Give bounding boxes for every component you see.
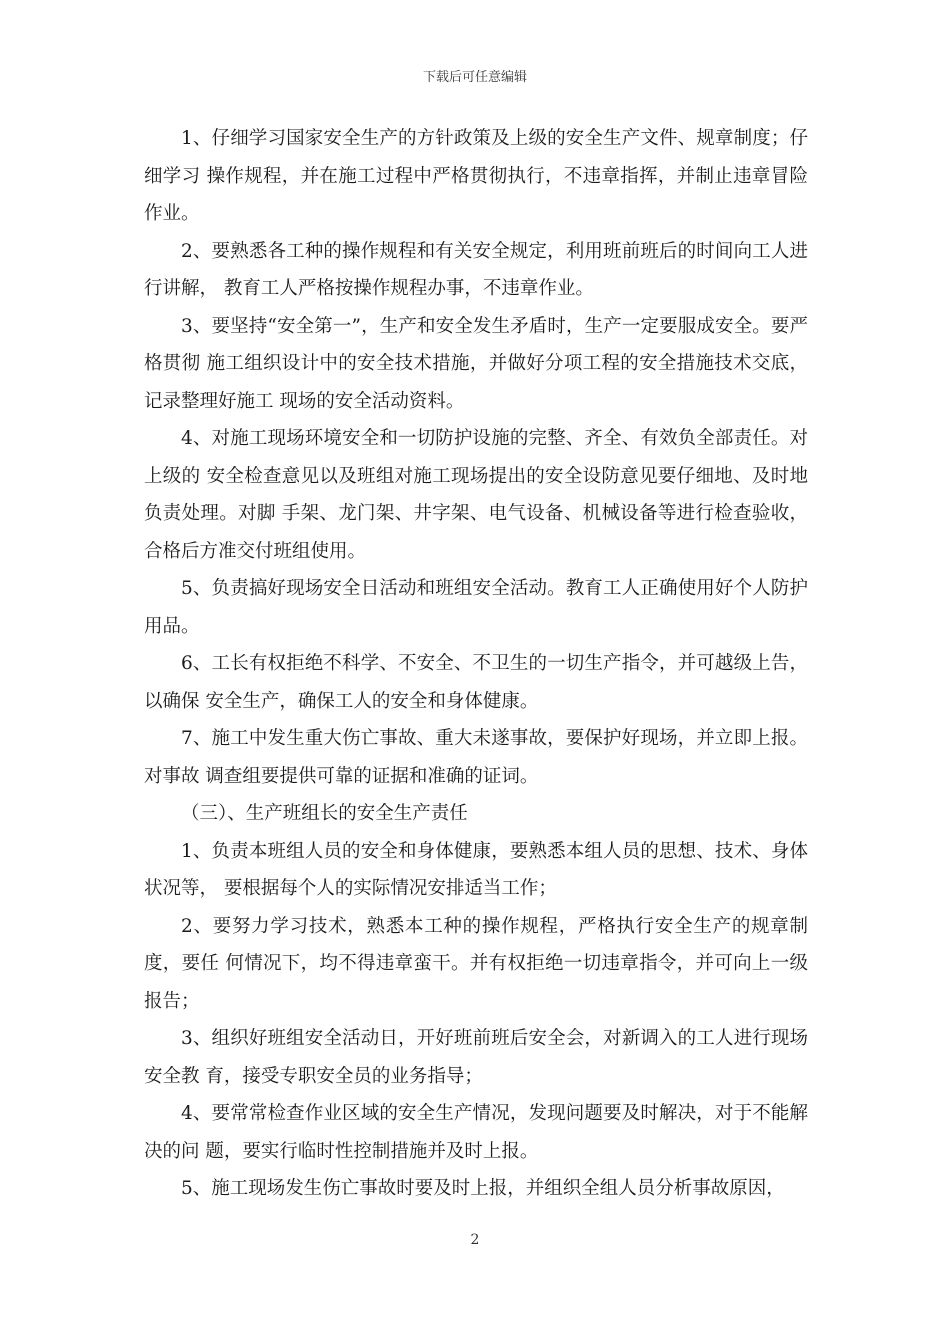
paragraph-12: 5、施工现场发生伤亡事故时要及时上报，并组织全组人员分析事故原因， bbox=[181, 1178, 785, 1199]
paragraph-10: 3、组织好班组安全活动日，开好班前班后安全会，对新调入的工人进行现场安全教 育，接受专职安全员的业务指导； bbox=[144, 1028, 808, 1087]
paragraph-1: 1、仔细学习国家安全生产的方针政策及上级的安全生产文件、规章制度；仔细学习 操作规程，并在施工过程中严格贯彻执行，不违章指挥，并制止违章冒险作业。 bbox=[144, 128, 808, 224]
paragraph-2: 2、要熟悉各工种的操作规程和有关安全规定，利用班前班后的时间向工人进行讲解， 教育工人严格按操作规程办事，不违章作业。 bbox=[144, 240, 808, 299]
paragraph-4: 4、对施工现场环境安全和一切防护设施的完整、齐全、有效负全部责任。对上级的 安全检查意见以及班组对施工现场提出的安全设防意见要仔细地、及时地负责处理。对脚 手架、龙门架、井字架、电气设备、机械设备等进行检查验收，合格后方准交付班组使用。 bbox=[144, 428, 808, 562]
paragraph-11: 4、要常常检查作业区域的安全生产情况，发现问题要及时解决，对于不能解决的问 题，要实行临时性控制措施并及时上报。 bbox=[144, 1103, 808, 1162]
paragraph-3: 3、要坚持“安全第一”，生产和安全发生矛盾时，生产一定要服成安全。要严格贯彻 施工组织设计中的安全技术措施，并做好分项工程的安全措施技术交底，记录整理好施工 现场的安全活动资料。 bbox=[144, 315, 808, 412]
paragraph-6: 6、工长有权拒绝不科学、不安全、不卫生的一切生产指令，并可越级上告，以确保 安全生产，确保工人的安全和身体健康。 bbox=[144, 653, 808, 712]
document-body bbox=[144, 120, 808, 1208]
paragraph-9: 2、要努力学习技术，熟悉本工种的操作规程，严格执行安全生产的规章制度，要任 何情况下，均不得违章蛮干。并有权拒绝一切违章指令，并可向上一级报告； bbox=[144, 915, 808, 1012]
section-heading: （三）、生产班组长的安全生产责任 bbox=[181, 803, 468, 824]
page-number: 2 bbox=[470, 1232, 480, 1248]
paragraph-7: 7、施工中发生重大伤亡事故、重大未遂事故，要保护好现场，并立即上报。对事故 调查组要提供可靠的证据和准确的证词。 bbox=[144, 728, 808, 787]
page-header: 下载后可任意编辑 bbox=[422, 70, 527, 85]
paragraph-5: 5、负责搞好现场安全日活动和班组安全活动。教育工人正确使用好个人防护用品。 bbox=[144, 578, 808, 637]
paragraph-8: 1、负责本班组人员的安全和身体健康，要熟悉本组人员的思想、技术、身体状况等， 要根据每个人的实际情况安排适当工作； bbox=[144, 840, 808, 899]
